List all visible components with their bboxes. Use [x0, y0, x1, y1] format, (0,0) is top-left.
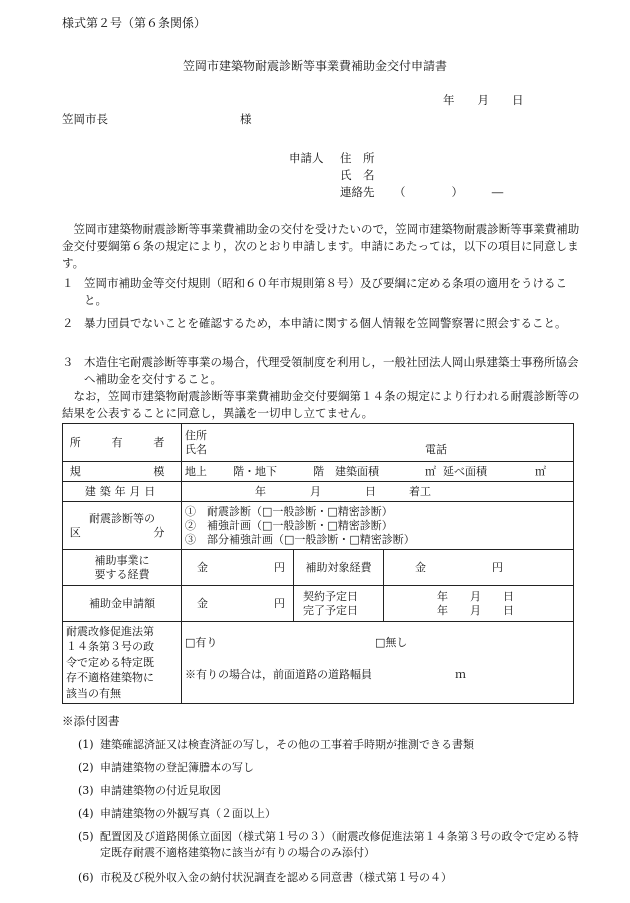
attachment-number: (4): [78, 807, 94, 820]
request-row: [63, 586, 574, 622]
agreement-text: 笠岡市補助金等交付規則（昭和６０年市規則第８号）及び要綱に定める条項の適用をうけること。: [84, 276, 567, 307]
applicant-contact-label: 連絡先: [340, 185, 375, 199]
cost-label-line-2: 要する経費: [94, 567, 150, 581]
disclosure-paragraph: なお，笠岡市建築物耐震診断等事業費補助金交付要綱第１４条の規定により行われる耐震診断等の結果を公表することに同意し，異議を一切申し立てません。: [62, 389, 580, 420]
request-label: 補助金申請額: [63, 586, 182, 622]
agreement-item-2: [62, 315, 582, 332]
owner-label: 所 有 者: [63, 424, 182, 462]
agreement-number: ２: [62, 316, 74, 330]
addressee-name: 笠岡市長: [62, 112, 108, 126]
seismic-label-line-2: １４条第３号の政: [66, 640, 154, 654]
seismic-row: [63, 622, 574, 704]
agreement-item-1: [62, 275, 582, 309]
schedule-dates[interactable]: [384, 586, 574, 622]
applicant-address-label: 住 所: [340, 151, 375, 165]
seismic-label: [63, 622, 182, 704]
date-line: 年 月 日: [443, 93, 524, 107]
built-row: [63, 482, 574, 502]
category-row: [63, 502, 574, 550]
owner-address-label: 住所: [185, 428, 207, 442]
attachment-text: 申請建築物の外観写真（２面以上）: [100, 807, 276, 820]
scale-building-area-label: 建築面積: [335, 464, 379, 478]
built-label: 建築年月日: [63, 482, 182, 502]
application-table: [62, 423, 574, 704]
attachment-text: 市税及び税外収入金の納付状況調査を認める同意書（様式第１号の４）: [100, 871, 452, 884]
intro-paragraph: 笠岡市建築物耐震診断等事業費補助金の交付を受けたいので，笠岡市建築物耐震診断等事業費補助金交付要綱第６条の規定により，次のとおり申請します。申請にあたっては，以下の項目に同意します。: [62, 222, 580, 270]
seismic-label-line-1: 耐震改修促進法第: [66, 624, 154, 638]
attachment-item-1: [78, 737, 588, 753]
owner-phone-label: 電話: [425, 442, 447, 456]
attachment-item-3: [78, 783, 588, 799]
attachment-text: 申請建築物の登記簿謄本の写し: [100, 761, 254, 774]
seismic-yes-checkbox[interactable]: □有り: [185, 636, 218, 649]
cost-label-line-1: 補助事業に: [94, 553, 150, 567]
form-number: 様式第２号（第６条関係）: [62, 16, 207, 30]
seismic-road-width-note: ※有りの場合は，前面道路の道路幅員: [185, 668, 372, 681]
category-label-line-2: 区 分: [69, 525, 175, 539]
seismic-no-checkbox[interactable]: □無し: [375, 636, 408, 649]
scale-unit-2: ㎡: [535, 464, 546, 478]
scale-floors-label: 階・地下: [233, 464, 277, 478]
attachment-text: 建築確認済証又は検査済証の写し，その他の工事着手時期が推測できる書類: [100, 738, 474, 751]
request-amount: 金 円: [197, 596, 285, 610]
completion-date-label: 完了予定日: [303, 603, 358, 617]
category-option-3[interactable]: ③ 部分補強計画（□一般診断・□精密診断）: [185, 532, 415, 546]
category-option-2[interactable]: ② 補強計画（□一般診断・□精密診断）: [185, 518, 393, 532]
cost-label: [63, 550, 182, 586]
attachment-number: (1): [78, 738, 94, 751]
attachment-item-5: [78, 829, 588, 861]
owner-field[interactable]: [182, 424, 574, 462]
scale-label: 規 模: [63, 462, 182, 482]
addressee-honorific: 様: [240, 112, 252, 126]
scale-field[interactable]: [182, 462, 574, 482]
contract-date-value: 年 月 日: [437, 589, 514, 603]
attachment-number: (5): [78, 830, 94, 843]
scale-above-label: 地上: [185, 464, 207, 478]
attachment-text: 申請建築物の付近見取図: [100, 784, 221, 797]
scale-floor-area-label: 延べ面積: [443, 464, 487, 478]
agreement-text: 木造住宅耐震診断等事業の場合，代理受領制度を利用し，一般社団法人岡山県建築士事務所協会へ補助金を交付すること。: [84, 355, 579, 386]
agreement-item-3: [62, 354, 582, 388]
applicant-contact-format: （ ） ―: [394, 185, 504, 199]
applicant-label: 申請人: [289, 151, 324, 165]
attachment-item-4: [78, 806, 588, 822]
scale-basement-label: 階: [313, 464, 324, 478]
cost-value[interactable]: [182, 550, 294, 586]
target-cost-label: 補助対象経費: [294, 550, 384, 586]
attachment-item-2: [78, 760, 588, 776]
target-cost-value[interactable]: [384, 550, 574, 586]
seismic-label-line-5: 該当の有無: [66, 686, 121, 700]
target-cost-amount: 金 円: [415, 560, 503, 574]
category-option-1[interactable]: ① 耐震診断（□一般診断・□精密診断）: [185, 504, 393, 518]
attachment-number: (6): [78, 871, 94, 884]
attachments-heading: ※添付図書: [62, 714, 120, 728]
attachment-item-6: [78, 870, 588, 886]
schedule-labels: [294, 586, 384, 622]
attachment-number: (2): [78, 761, 94, 774]
seismic-label-line-3: 令で定める特定既: [66, 655, 154, 669]
attachment-number: (3): [78, 784, 94, 797]
owner-row: [63, 424, 574, 462]
category-options[interactable]: [182, 502, 574, 550]
request-value[interactable]: [182, 586, 294, 622]
built-field[interactable]: [182, 482, 574, 502]
attachment-text: 配置図及び道路関係立面図（様式第１号の３）（耐震改修促進法第１４条第３号の政令で定める特定既存耐震不適格建築物に該当が有りの場合のみ添付）: [100, 830, 579, 859]
category-label-line-1: 耐震診断等の: [89, 511, 155, 525]
seismic-road-width-unit: ｍ: [455, 668, 466, 681]
category-label: [63, 502, 182, 550]
scale-row: [63, 462, 574, 482]
seismic-field: [182, 622, 574, 704]
scale-unit-1: ㎡: [425, 464, 436, 478]
page-title: 笠岡市建築物耐震診断等事業費補助金交付申請書: [182, 59, 447, 73]
agreement-number: １: [62, 276, 74, 290]
owner-name-label: 氏名: [185, 442, 207, 456]
agreement-number: ３: [62, 355, 74, 369]
completion-date-value: 年 月 日: [437, 603, 514, 617]
cost-row: [63, 550, 574, 586]
cost-amount: 金 円: [197, 560, 285, 574]
contract-date-label: 契約予定日: [303, 589, 358, 603]
agreement-text: 暴力団員でないことを確認するため，本申請に関する個人情報を笠岡警察署に照会すること。: [84, 316, 567, 330]
built-value: 年 月 日 着工: [255, 484, 431, 498]
seismic-label-line-4: 存不適格建築物に: [66, 671, 154, 685]
applicant-name-label: 氏 名: [340, 168, 375, 182]
